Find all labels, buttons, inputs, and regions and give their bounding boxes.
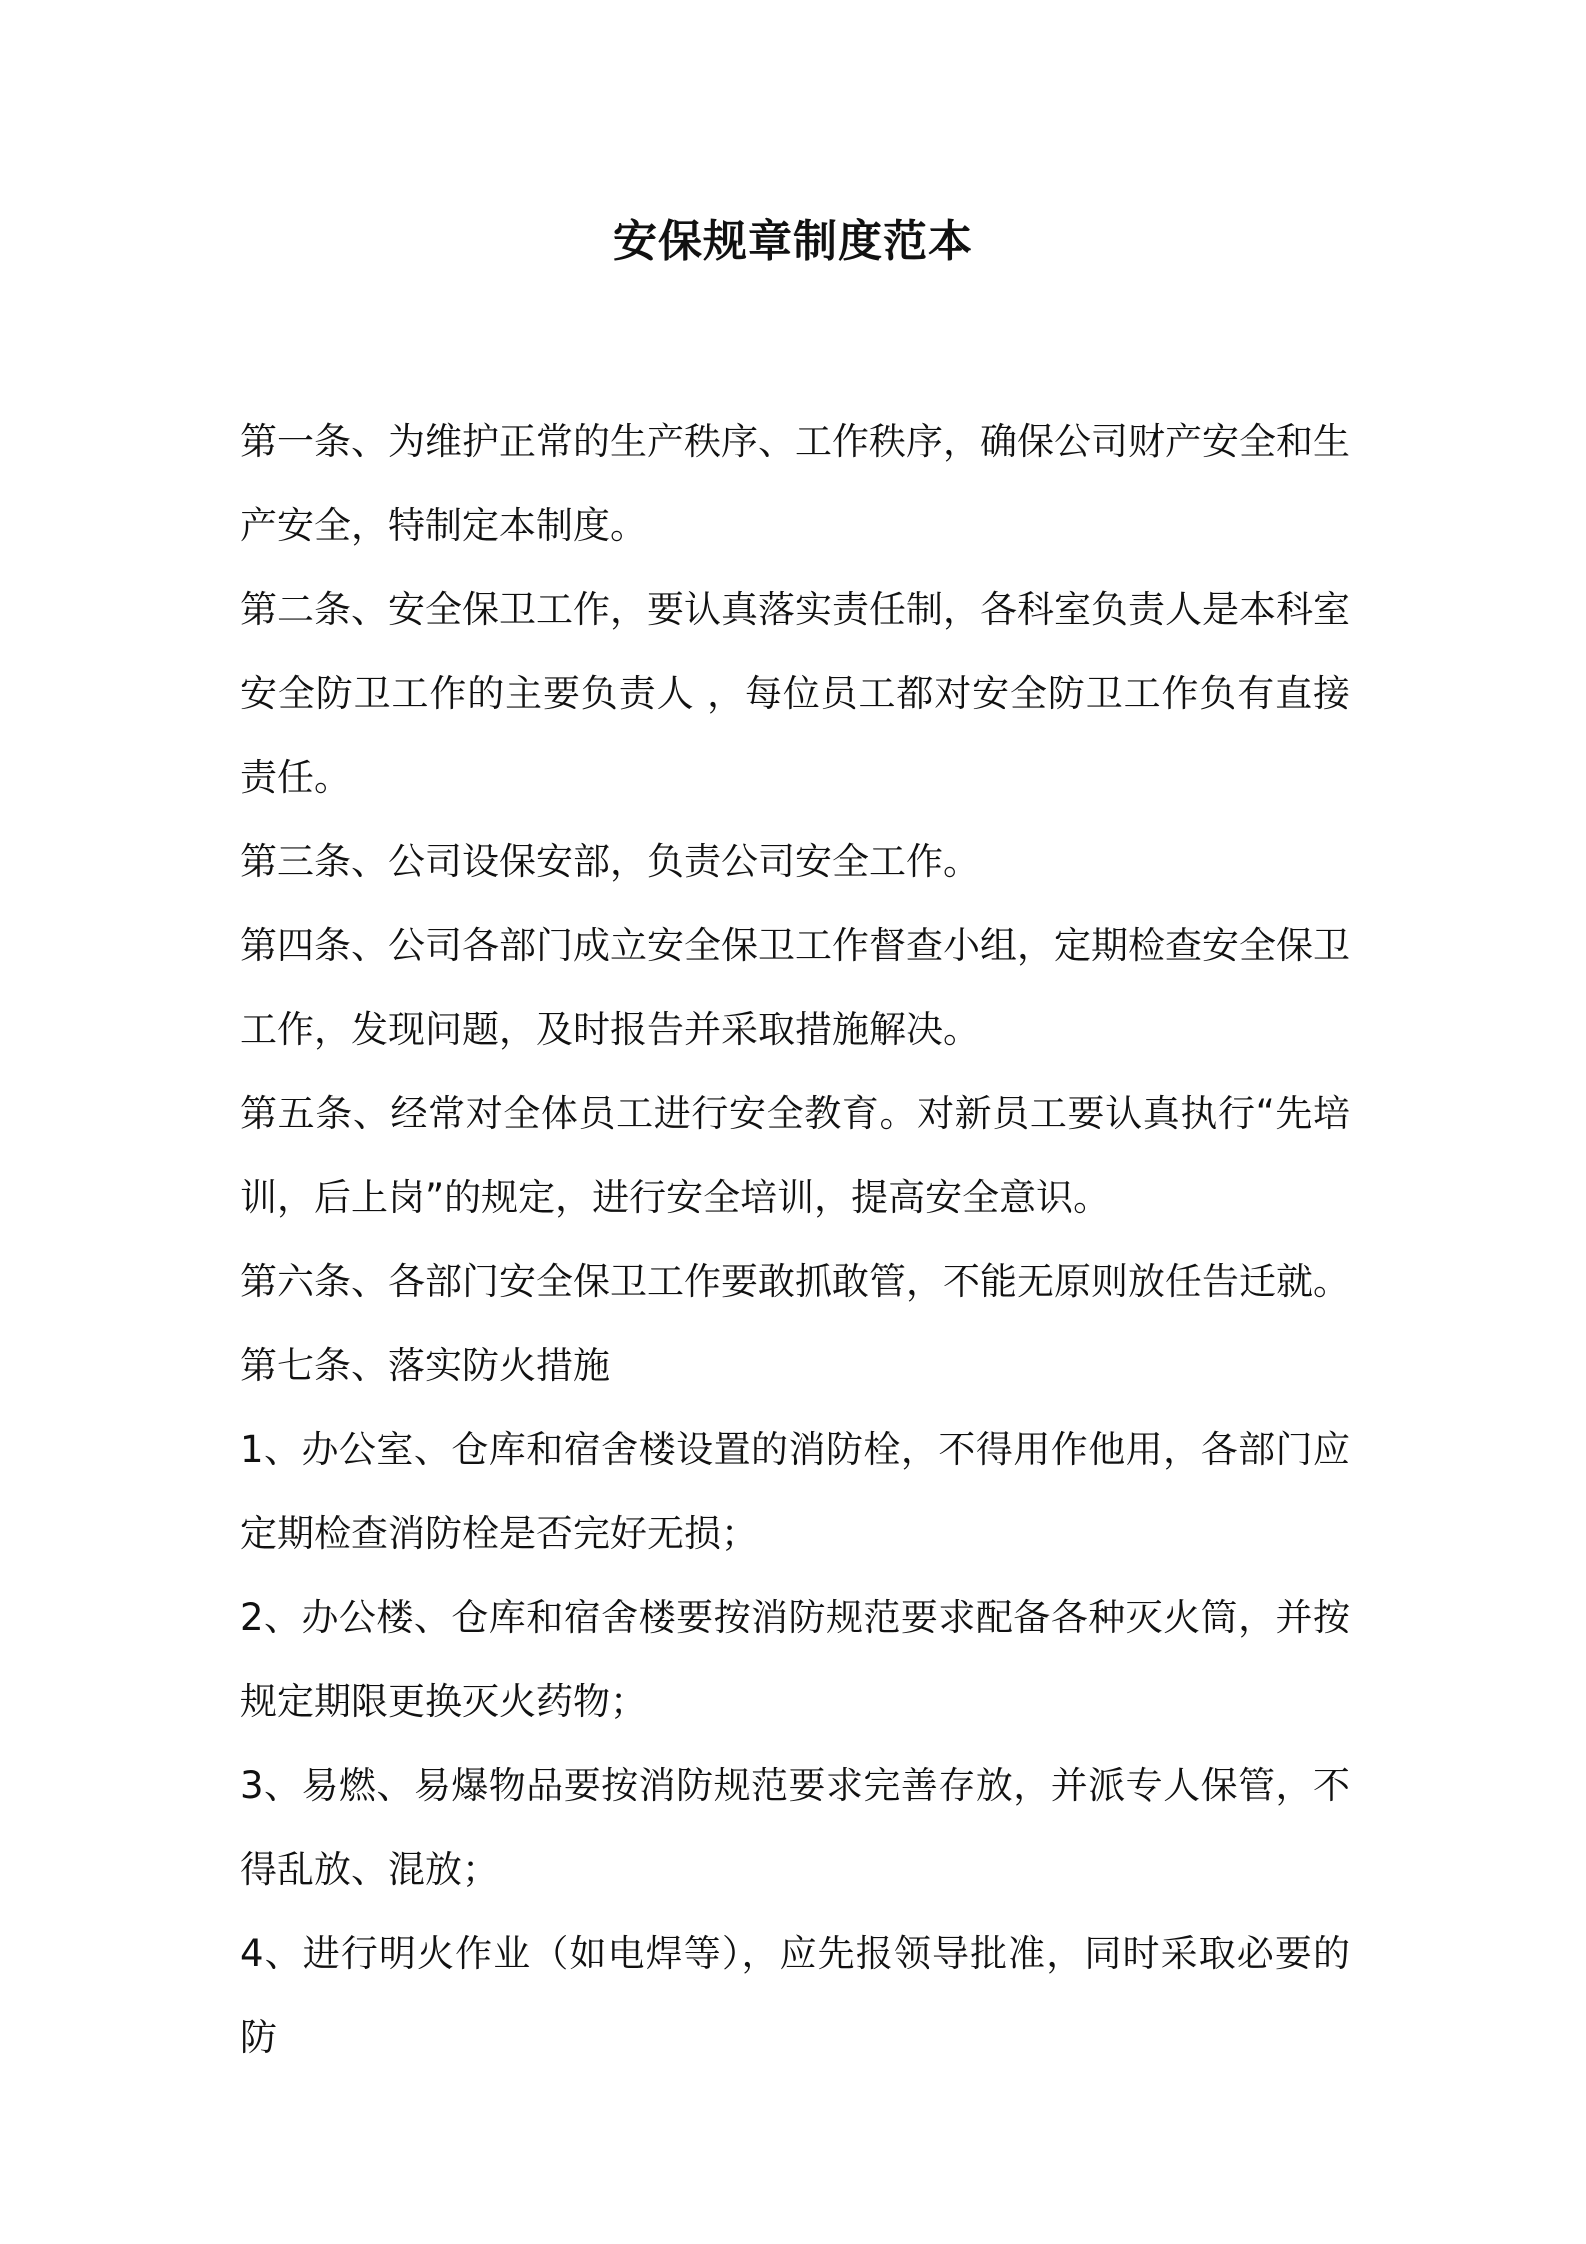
- document-body: [240, 400, 1350, 2080]
- article-2: 第二条、安全保卫工作，要认真落实责任制，各科室负责人是本科室安全防卫工作的主要负责人 ，每位员工都对安全防卫工作负有直接责任。: [240, 588, 1350, 799]
- document-title: 安保规章制度范本: [613, 216, 973, 267]
- article-6: 第六条、各部门安全保卫工作要敢抓敢管，不能无原则放任告迁就。: [240, 1260, 1350, 1303]
- fire-measure-3: 3、易燃、易爆物品要按消防规范要求完善存放，并派专人保管，不得乱放、混放；: [240, 1764, 1350, 1891]
- fire-measure-4: 4、进行明火作业（如电焊等），应先报领导批准，同时采取必要的防: [240, 1932, 1350, 2059]
- article-3: 第三条、公司设保安部，负责公司安全工作。: [240, 840, 980, 883]
- article-1: 第一条、为维护正常的生产秩序、工作秩序，确保公司财产安全和生产安全，特制定本制度。: [240, 420, 1350, 547]
- fire-measure-1: 1、办公室、仓库和宿舍楼设置的消防栓，不得用作他用，各部门应定期检查消防栓是否完好无损；: [240, 1428, 1350, 1555]
- article-5: 第五条、经常对全体员工进行安全教育。对新员工要认真执行“先培训，后上岗”的规定，进行安全培训，提高安全意识。: [240, 1092, 1350, 1219]
- article-4: 第四条、公司各部门成立安全保卫工作督查小组，定期检查安全保卫工作，发现问题，及时报告并采取措施解决。: [240, 924, 1350, 1051]
- article-7: 第七条、落实防火措施: [240, 1344, 610, 1387]
- fire-measure-2: 2、办公楼、仓库和宿舍楼要按消防规范要求配备各种灭火筒，并按规定期限更换灭火药物；: [240, 1596, 1350, 1723]
